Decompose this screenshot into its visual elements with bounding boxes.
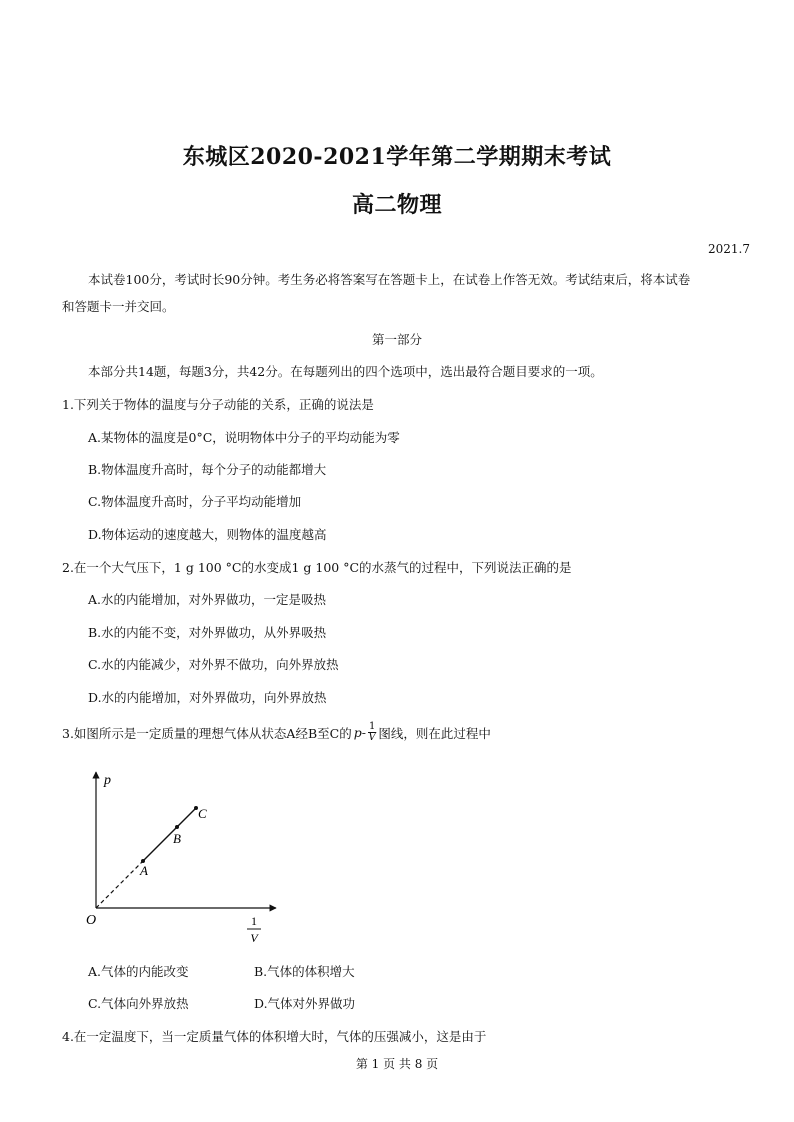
exam-date: 2021.7 (708, 242, 750, 256)
question-3-option-c: C.气体向外界放热 (88, 996, 189, 1011)
question-2-option-d: D.水的内能增加，对外界做功，向外界放热 (88, 690, 327, 705)
exam-subject: 高二物理 (351, 192, 442, 218)
part-heading: 第一部分 (371, 332, 422, 347)
question-2-option-a: A.水的内能增加，对外界做功，一定是吸热 (88, 592, 327, 607)
x-axis-label-den: V (250, 931, 258, 945)
question-1-stem: 1.下列关于物体的温度与分子动能的关系，正确的说法是 (62, 397, 374, 412)
y-axis-label: p (104, 773, 111, 788)
point-a-label: A (140, 863, 148, 878)
origin-label: O (86, 913, 97, 928)
question-3-option-a: A.气体的内能改变 (88, 964, 189, 979)
question-3-stem-after: 图线，则在此过程中 (378, 725, 491, 741)
process-line (143, 808, 196, 861)
question-1-option-a: A.某物体的温度是0°C，说明物体中分子的平均动能为零 (88, 430, 400, 445)
question-3-stem (62, 722, 491, 743)
page-number: 第 1 页 共 8 页 (355, 1057, 439, 1071)
intro-line-2: 和答题卡一并交回。 (62, 299, 175, 314)
exam-title: 东城区2020-2021学年第二学期期末考试 (182, 144, 612, 170)
point-c-label: C (198, 806, 207, 821)
part-instruction: 本部分共14题，每题3分，共42分。在每题列出的四个选项中，选出最符合题目要求的一项。 (88, 364, 603, 379)
dashed-extension-line (96, 861, 143, 908)
question-3-stem-before: 3.如图所示是一定质量的理想气体从状态A经B至C的 (62, 725, 352, 741)
intro-line-1: 本试卷100分，考试时长90分钟。考生务必将答案写在答题卡上，在试卷上作答无效。考试结束后，将本试卷 (88, 272, 691, 287)
question-3-fraction (368, 722, 376, 743)
question-3-stem-p: p- (353, 725, 366, 740)
question-1-option-c: C.物体温度升高时，分子平均动能增加 (88, 494, 302, 509)
question-2-option-b: B.水的内能不变，对外界做功，从外界吸热 (88, 625, 327, 640)
p-inverse-v-graph (80, 768, 280, 948)
point-b-dot (175, 825, 179, 829)
question-3-option-b: B.气体的体积增大 (254, 964, 355, 979)
question-2-stem: 2.在一个大气压下，1 g 100 °C的水变成1 g 100 °C的水蒸气的过程中，下列说法正确的是 (62, 560, 572, 575)
question-4-stem: 4.在一定温度下，当一定质量气体的体积增大时，气体的压强减小，这是由于 (62, 1029, 487, 1044)
question-1-option-b: B.物体温度升高时，每个分子的动能都增大 (88, 462, 327, 477)
x-axis-label-num: 1 (251, 914, 257, 928)
question-3-fraction-num: 1 (368, 721, 376, 732)
point-b-label: B (173, 831, 181, 846)
question-2-option-c: C.水的内能减少，对外界不做功，向外界放热 (88, 657, 339, 672)
question-3-option-d: D.气体对外界做功 (254, 996, 356, 1011)
question-1-option-d: D.物体运动的速度越大，则物体的温度越高 (88, 527, 327, 542)
question-3-fraction-den: V (368, 732, 376, 743)
